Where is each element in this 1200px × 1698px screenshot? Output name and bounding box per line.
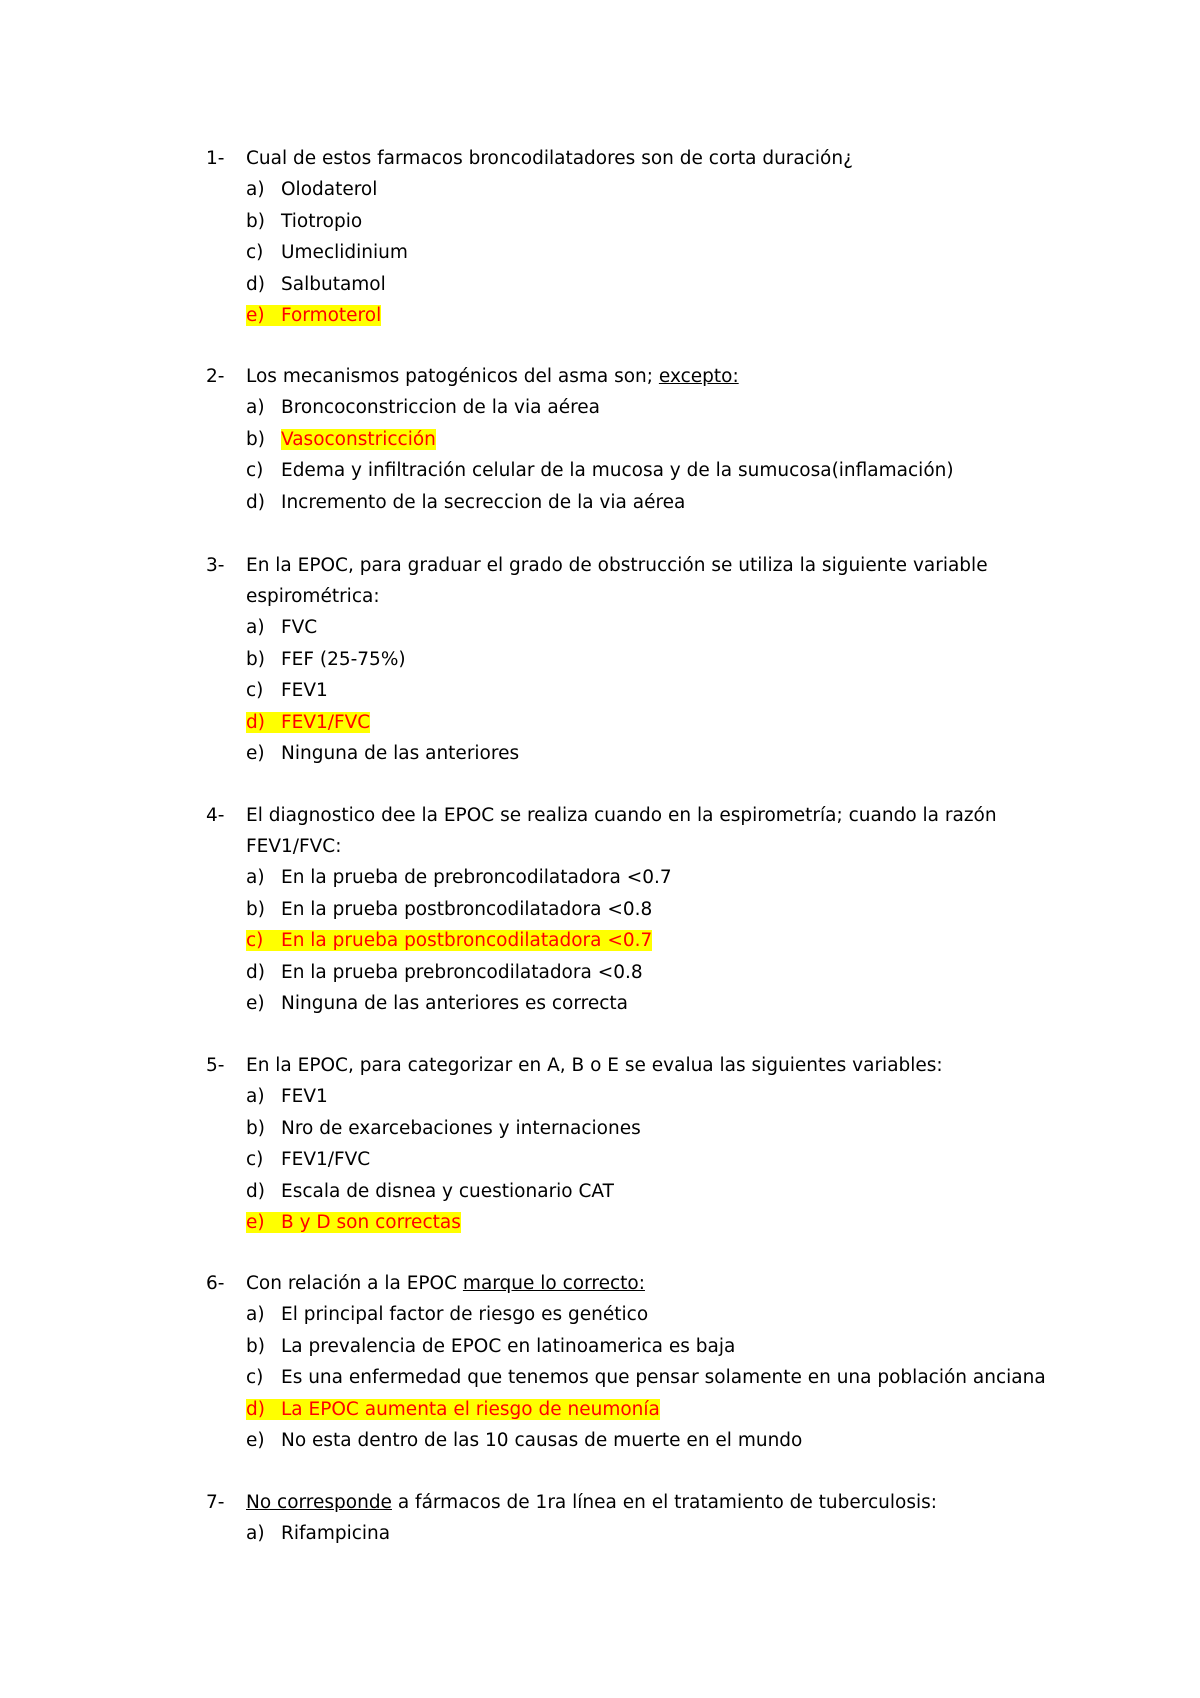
option-b: b) Nro de exarcebaciones y internaciones [246,1117,641,1139]
question-text-continued: FEV1/FVC: [246,836,342,857]
option-a: a) Broncoconstriccion de la via aérea [246,397,600,419]
option-c: c) FEV1/FVC [246,1149,371,1171]
option-e: e) No esta dentro de las 10 causas de muerte en el mundo [246,1430,803,1452]
question-number: 1- [206,148,225,169]
option-a: a) Olodaterol [246,179,378,201]
question-number: 5- [206,1055,225,1076]
question-number: 6- [206,1273,225,1294]
question-number: 2- [206,366,225,387]
question-text: Los mecanismos patogénicos del asma son; excepto: [246,366,739,387]
option-b: b) FEF (25-75%) [246,648,406,670]
option-a: a) FVC [246,617,318,639]
question-text: No corresponde a fármacos de 1ra línea en el tratamiento de tuberculosis: [246,1492,937,1513]
option-d: d) Escala de disnea y cuestionario CAT [246,1180,614,1202]
option-c-highlighted-answer: c) En la prueba postbroncodilatadora <0.7 [246,930,653,952]
option-b: b) Tiotropio [246,210,363,232]
option-a: a) FEV1 [246,1086,328,1108]
question-6 [206,1268,1046,1457]
option-b-highlighted-answer: b) Vasoconstricción [246,428,436,450]
question-text: Con relación a la EPOC marque lo correcto: [246,1273,645,1294]
question-4 [206,800,997,1020]
option-a: a) Rifampicina [246,1523,391,1545]
option-a: a) El principal factor de riesgo es genético [246,1304,649,1326]
option-e-highlighted-answer: e) B y D son correctas [246,1212,461,1234]
option-c: c) Es una enfermedad que tenemos que pensar solamente en una población anciana [246,1367,1046,1389]
option-b: b) En la prueba postbroncodilatadora <0.8 [246,898,653,920]
option-a: a) En la prueba de prebroncodilatadora <0.7 [246,867,672,889]
option-b: b) La prevalencia de EPOC en latinoamerica es baja [246,1335,736,1357]
question-7 [206,1487,937,1550]
question-text: Cual de estos farmacos broncodilatadores son de corta duración¿ [246,148,853,169]
question-text: En la EPOC, para graduar el grado de obstrucción se utiliza la siguiente variable [246,555,988,576]
question-3 [206,550,988,770]
question-number: 3- [206,555,225,576]
option-d-highlighted-answer: d) FEV1/FVC [246,711,371,733]
option-c: c) FEV1 [246,680,328,702]
option-c: c) Umeclidinium [246,242,408,264]
question-5 [206,1050,943,1239]
question-text-continued: espirométrica: [246,586,380,607]
question-text: El diagnostico dee la EPOC se realiza cuando en la espirometría; cuando la razón [246,805,997,826]
question-1 [206,143,853,332]
question-text: En la EPOC, para categorizar en A, B o E se evalua las siguientes variables: [246,1055,943,1076]
option-e-highlighted-answer: e) Formoterol [246,305,382,327]
option-e: e) Ninguna de las anteriores [246,743,520,765]
question-number: 7- [206,1492,225,1513]
option-e: e) Ninguna de las anteriores es correcta [246,993,628,1015]
option-d: d) Incremento de la secreccion de la via aérea [246,491,686,513]
option-c: c) Edema y infiltración celular de la mucosa y de la sumucosa(inflamación) [246,460,954,482]
option-d: d) En la prueba prebroncodilatadora <0.8 [246,961,643,983]
question-number: 4- [206,805,225,826]
question-2 [206,361,954,518]
option-d: d) Salbutamol [246,273,386,295]
option-d-highlighted-answer: d) La EPOC aumenta el riesgo de neumonía [246,1398,660,1420]
